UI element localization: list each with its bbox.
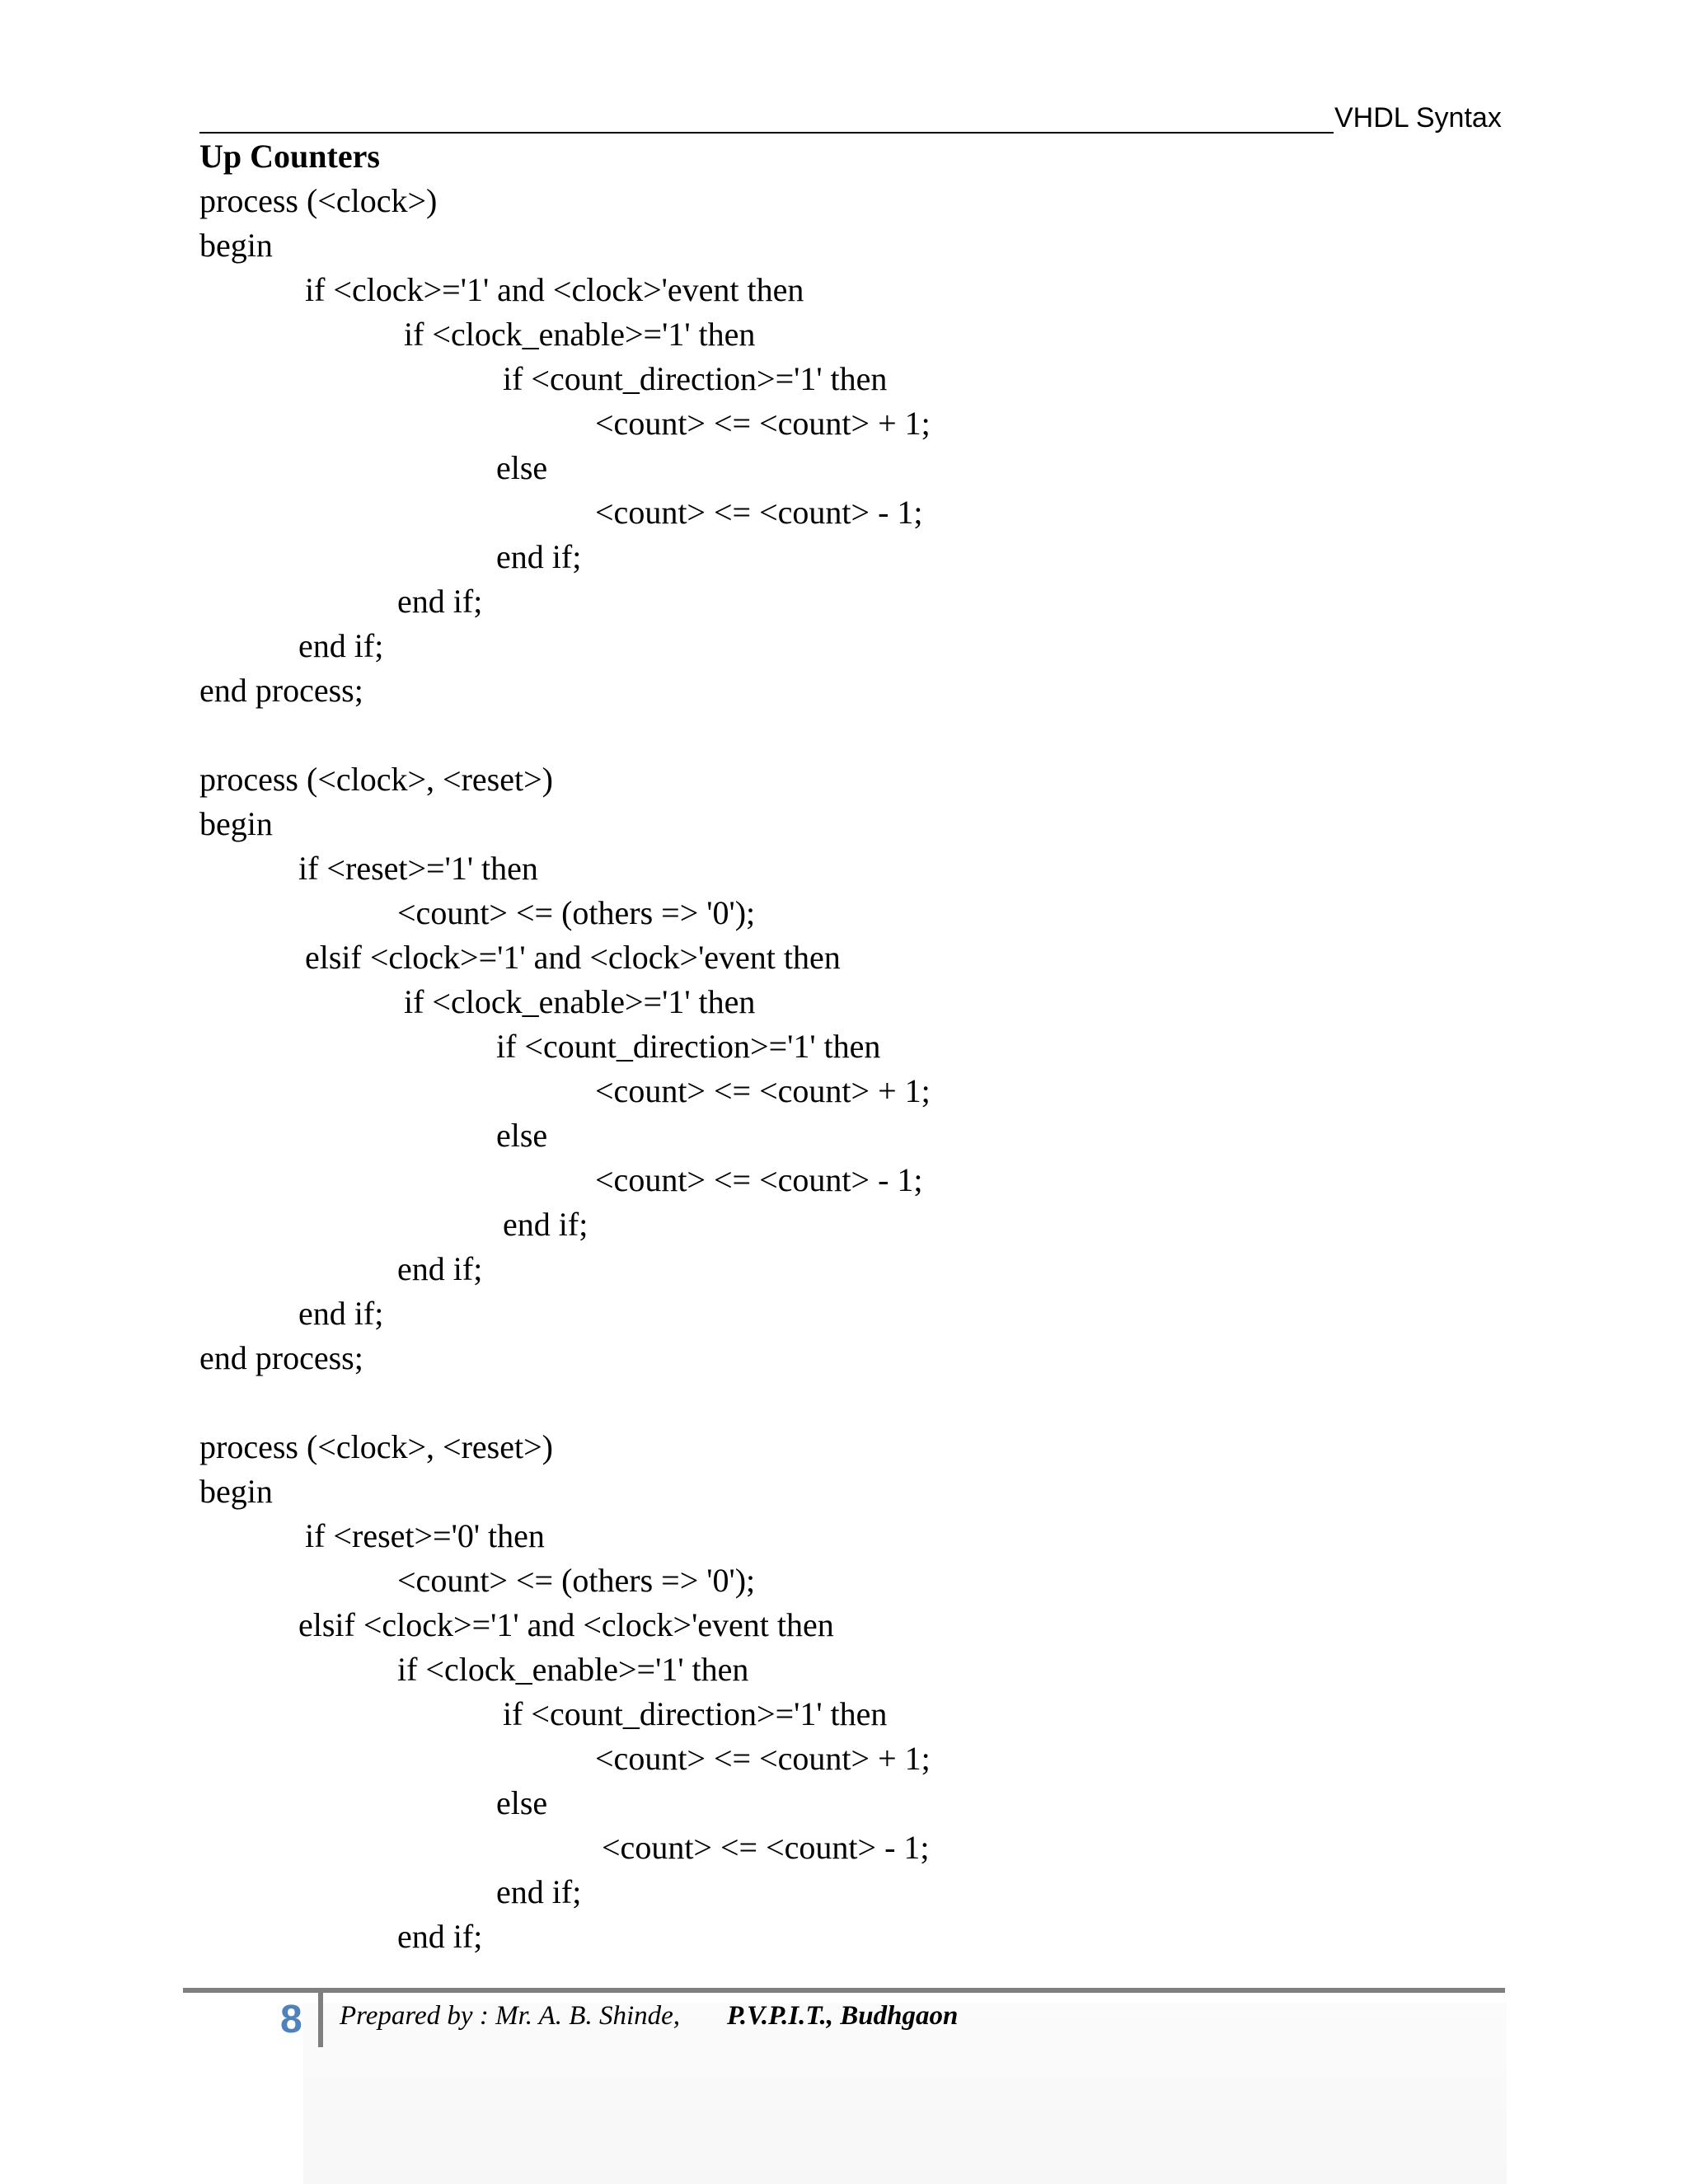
code-line: <count> <= (others => '0'); (397, 1562, 756, 1599)
footer-divider (318, 1993, 323, 2047)
code-line: if <reset>='1' then (298, 850, 538, 887)
code-line: end if; (496, 1873, 582, 1910)
header-title: VHDL Syntax (1334, 102, 1502, 134)
code-line: end process; (199, 672, 363, 709)
code-line: if <clock_enable>='1' then (404, 983, 756, 1020)
code-line: if <clock_enable>='1' then (404, 316, 756, 353)
code-line: if <reset>='0' then (305, 1517, 545, 1554)
footer-rule (183, 1988, 1505, 1993)
footer-prepared-by: Prepared by : Mr. A. B. Shinde, (340, 2001, 681, 2031)
code-line: if <count_direction>='1' then (503, 1695, 888, 1732)
code-line: <count> <= <count> + 1; (595, 1740, 931, 1777)
code-line: end if; (298, 1295, 384, 1332)
code-line: end process; (199, 1339, 363, 1376)
code-line: <count> <= <count> - 1; (602, 1829, 930, 1866)
code-line: end if; (397, 1918, 483, 1955)
code-line: process (<clock>, <reset>) (199, 1428, 553, 1465)
code-line: if <count_direction>='1' then (503, 360, 888, 397)
header-rule (199, 132, 1334, 134)
code-line: <count> <= <count> + 1; (595, 1072, 931, 1109)
code-line: <count> <= (others => '0'); (397, 894, 756, 931)
code-line: else (496, 1784, 548, 1821)
code-line: <count> <= <count> - 1; (595, 494, 923, 531)
code-line: else (496, 1117, 548, 1154)
code-line: begin (199, 1473, 273, 1510)
code-line: else (496, 449, 548, 486)
code-line: <count> <= <count> - 1; (595, 1161, 923, 1198)
code-line: begin (199, 805, 273, 842)
code-line: <count> <= <count> + 1; (595, 405, 931, 442)
code-line: end if; (298, 627, 384, 664)
code-line: begin (199, 227, 273, 264)
code-line: end if; (503, 1206, 588, 1243)
code-line: process (<clock>, <reset>) (199, 761, 553, 798)
code-line: end if; (397, 583, 483, 620)
footer-institute: P.V.P.I.T., Budhgaon (727, 2001, 959, 2031)
code-line: elsif <clock>='1' and <clock>'event then (298, 1606, 834, 1643)
code-line: process (<clock>) (199, 182, 438, 219)
code-line: end if; (496, 538, 582, 575)
code-line: if <clock>='1' and <clock>'event then (305, 271, 804, 308)
code-line: if <clock_enable>='1' then (397, 1651, 749, 1688)
code-line: elsif <clock>='1' and <clock>'event then (305, 939, 841, 976)
code-line: end if; (397, 1250, 483, 1287)
section-heading: Up Counters (199, 138, 380, 175)
code-line: if <count_direction>='1' then (496, 1028, 881, 1065)
page-number: 8 (280, 1998, 302, 2041)
